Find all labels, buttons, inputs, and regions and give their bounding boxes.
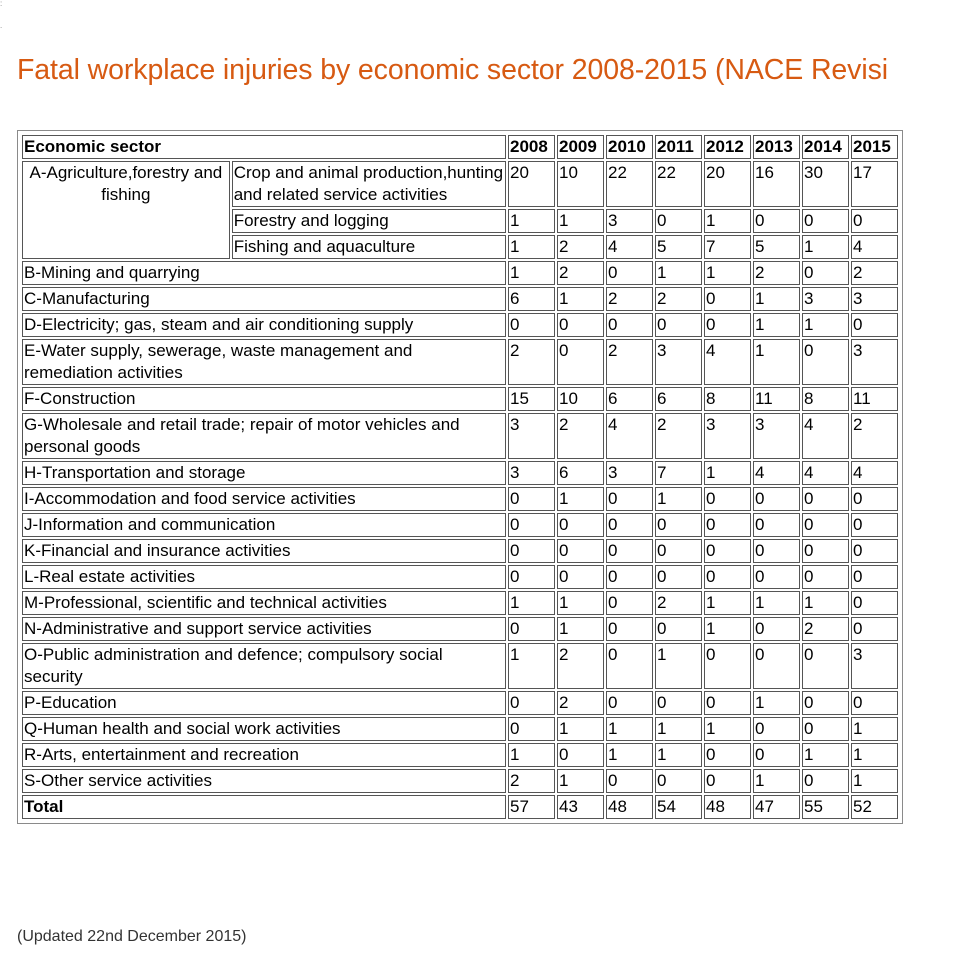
table-cell: 0 (802, 261, 849, 285)
table-cell: 15 (508, 387, 555, 411)
sector-label: N-Administrative and support service activities (22, 617, 506, 641)
table-cell: 4 (753, 461, 800, 485)
table-cell: 1 (606, 743, 653, 767)
table-cell: 0 (802, 339, 849, 385)
table-cell: 1 (704, 591, 751, 615)
table-cell: 0 (704, 643, 751, 689)
table-cell: 0 (753, 743, 800, 767)
table-cell: 2 (508, 339, 555, 385)
table-cell: 1 (753, 339, 800, 385)
table-cell: 0 (753, 209, 800, 233)
table-cell: 2 (557, 235, 604, 259)
table-cell: 0 (557, 313, 604, 337)
table-cell: 3 (802, 287, 849, 311)
table-cell: 0 (802, 769, 849, 793)
table-cell: 0 (704, 313, 751, 337)
total-cell: 48 (704, 795, 751, 819)
table-cell: 4 (851, 235, 898, 259)
table-row (22, 413, 898, 459)
table-cell: 2 (557, 261, 604, 285)
table-cell: 5 (753, 235, 800, 259)
table-cell: 1 (557, 591, 604, 615)
table-cell: 7 (704, 235, 751, 259)
table-cell: 0 (606, 261, 653, 285)
sector-label: J-Information and communication (22, 513, 506, 537)
table-cell: 1 (508, 743, 555, 767)
table-cell: 6 (655, 387, 702, 411)
table-cell: 1 (851, 769, 898, 793)
table-cell: 0 (753, 617, 800, 641)
sector-label: R-Arts, entertainment and recreation (22, 743, 506, 767)
table-cell: 6 (606, 387, 653, 411)
table-cell: 0 (753, 643, 800, 689)
table-cell: 10 (557, 387, 604, 411)
table-cell: 1 (557, 769, 604, 793)
table-cell: 0 (851, 617, 898, 641)
header-year: 2015 (851, 135, 898, 159)
table-cell: 1 (557, 617, 604, 641)
table-cell: 0 (557, 339, 604, 385)
table-row (22, 261, 898, 285)
table-cell: 1 (655, 743, 702, 767)
table-cell: 2 (508, 769, 555, 793)
sector-label: G-Wholesale and retail trade; repair of motor vehicles and personal goods (22, 413, 506, 459)
table-cell: 1 (508, 591, 555, 615)
table-cell: 20 (704, 161, 751, 207)
table-cell: 0 (557, 743, 604, 767)
table-cell: 3 (606, 461, 653, 485)
table-cell: 1 (655, 487, 702, 511)
table-cell: 0 (802, 691, 849, 715)
table-cell: 17 (851, 161, 898, 207)
table-cell: 7 (655, 461, 702, 485)
sector-label: K-Financial and insurance activities (22, 539, 506, 563)
table-cell: 0 (606, 591, 653, 615)
total-label: Total (22, 795, 506, 819)
table-cell: 3 (704, 413, 751, 459)
table-cell: 0 (606, 539, 653, 563)
table-cell: 1 (753, 691, 800, 715)
table-cell: 0 (704, 539, 751, 563)
table-cell: 1 (508, 643, 555, 689)
table-cell: 1 (753, 591, 800, 615)
table-cell: 2 (655, 413, 702, 459)
table-cell: 1 (557, 209, 604, 233)
table-cell: 3 (851, 643, 898, 689)
table-header-row (22, 135, 898, 159)
table-cell: 11 (851, 387, 898, 411)
sector-label: O-Public administration and defence; compulsory social security (22, 643, 506, 689)
table-cell: 0 (851, 565, 898, 589)
table-row (22, 717, 898, 741)
table-cell: 1 (704, 461, 751, 485)
table-cell: 30 (802, 161, 849, 207)
table-cell: 0 (704, 287, 751, 311)
total-cell: 54 (655, 795, 702, 819)
table-cell: 0 (655, 565, 702, 589)
table-cell: 0 (851, 313, 898, 337)
table-cell: 22 (606, 161, 653, 207)
table-cell: 0 (704, 743, 751, 767)
header-year: 2011 (655, 135, 702, 159)
table-row (22, 161, 898, 207)
table-cell: 1 (802, 591, 849, 615)
table-cell: 1 (557, 717, 604, 741)
table-row (22, 643, 898, 689)
sector-label: F-Construction (22, 387, 506, 411)
sector-label: I-Accommodation and food service activities (22, 487, 506, 511)
table-cell: 0 (557, 539, 604, 563)
table-cell: 3 (606, 209, 653, 233)
table-cell: 0 (851, 591, 898, 615)
table-cell: 4 (606, 413, 653, 459)
table-cell: 5 (655, 235, 702, 259)
sector-label: C-Manufacturing (22, 287, 506, 311)
header-year: 2010 (606, 135, 653, 159)
table-cell: 8 (802, 387, 849, 411)
sector-label: M-Professional, scientific and technical activities (22, 591, 506, 615)
table-cell: 0 (802, 565, 849, 589)
table-cell: 1 (704, 261, 751, 285)
table-cell: 0 (508, 565, 555, 589)
table-cell: 3 (508, 413, 555, 459)
table-cell: 0 (851, 513, 898, 537)
table-cell: 0 (802, 209, 849, 233)
table-cell: 2 (557, 413, 604, 459)
table-cell: 1 (753, 769, 800, 793)
table-cell: 2 (606, 287, 653, 311)
table-cell: 0 (704, 691, 751, 715)
table-cell: 0 (802, 539, 849, 563)
sector-label: Q-Human health and social work activities (22, 717, 506, 741)
table-cell: 4 (606, 235, 653, 259)
table-cell: 1 (704, 717, 751, 741)
table-row (22, 565, 898, 589)
injuries-table-container (17, 130, 903, 824)
table-cell: 0 (606, 565, 653, 589)
table-cell: 22 (655, 161, 702, 207)
updated-note: (Updated 22nd December 2015) (17, 928, 247, 945)
table-row (22, 387, 898, 411)
table-cell: 0 (753, 513, 800, 537)
table-cell: 1 (557, 287, 604, 311)
table-cell: 2 (557, 643, 604, 689)
table-row (22, 591, 898, 615)
table-cell: 0 (802, 643, 849, 689)
table-cell: 1 (508, 209, 555, 233)
table-cell: 2 (802, 617, 849, 641)
table-row (22, 487, 898, 511)
table-cell: 1 (851, 717, 898, 741)
table-cell: 0 (753, 539, 800, 563)
table-cell: 1 (655, 717, 702, 741)
table-cell: 0 (851, 487, 898, 511)
table-cell: 11 (753, 387, 800, 411)
table-row (22, 461, 898, 485)
table-row (22, 539, 898, 563)
table-cell: 0 (508, 691, 555, 715)
sector-label: B-Mining and quarrying (22, 261, 506, 285)
table-cell: 0 (508, 487, 555, 511)
sector-group-agriculture: A-Agriculture,forestry and fishing (22, 161, 230, 259)
table-cell: 0 (508, 513, 555, 537)
table-cell: 1 (753, 313, 800, 337)
table-cell: 0 (802, 487, 849, 511)
table-cell: 2 (655, 591, 702, 615)
table-row (22, 313, 898, 337)
table-cell: 1 (753, 287, 800, 311)
table-cell: 2 (557, 691, 604, 715)
table-cell: 20 (508, 161, 555, 207)
table-cell: 0 (508, 539, 555, 563)
table-cell: 0 (655, 617, 702, 641)
table-cell: 0 (851, 691, 898, 715)
table-cell: 4 (851, 461, 898, 485)
table-cell: 1 (508, 261, 555, 285)
table-cell: 1 (704, 617, 751, 641)
table-cell: 0 (851, 539, 898, 563)
table-cell: 8 (704, 387, 751, 411)
table-row (22, 691, 898, 715)
table-cell: 0 (606, 691, 653, 715)
table-cell: 4 (802, 461, 849, 485)
sector-label: D-Electricity; gas, steam and air conditioning supply (22, 313, 506, 337)
table-cell: 0 (606, 313, 653, 337)
sector-label: P-Education (22, 691, 506, 715)
table-row (22, 513, 898, 537)
total-row (22, 795, 898, 819)
table-cell: 1 (655, 261, 702, 285)
table-cell: 0 (557, 513, 604, 537)
table-cell: 1 (557, 487, 604, 511)
table-cell: 10 (557, 161, 604, 207)
table-cell: 0 (655, 209, 702, 233)
table-cell: 0 (606, 769, 653, 793)
page-edge-marks: : . (0, 0, 3, 30)
table-cell: 2 (851, 413, 898, 459)
table-cell: 0 (606, 487, 653, 511)
sector-label: S-Other service activities (22, 769, 506, 793)
header-year: 2013 (753, 135, 800, 159)
table-cell: 0 (753, 487, 800, 511)
table-cell: 0 (802, 717, 849, 741)
table-cell: 1 (851, 743, 898, 767)
table-cell: 0 (606, 513, 653, 537)
table-row (22, 339, 898, 385)
total-cell: 52 (851, 795, 898, 819)
table-cell: 0 (508, 617, 555, 641)
total-cell: 47 (753, 795, 800, 819)
header-year: 2008 (508, 135, 555, 159)
total-cell: 55 (802, 795, 849, 819)
table-cell: 3 (851, 287, 898, 311)
table-cell: 0 (606, 617, 653, 641)
table-row (22, 743, 898, 767)
table-cell: 6 (557, 461, 604, 485)
table-cell: 0 (655, 539, 702, 563)
table-cell: 4 (802, 413, 849, 459)
subsector-label: Forestry and logging (232, 209, 506, 233)
table-cell: 0 (508, 717, 555, 741)
table-cell: 0 (704, 487, 751, 511)
table-cell: 1 (704, 209, 751, 233)
table-cell: 2 (851, 261, 898, 285)
table-cell: 1 (655, 643, 702, 689)
total-cell: 57 (508, 795, 555, 819)
table-cell: 0 (704, 769, 751, 793)
page-title: Fatal workplace injuries by economic sector 2008-2015 (NACE Revisi (17, 54, 888, 86)
table-row (22, 769, 898, 793)
header-economic-sector: Economic sector (22, 135, 506, 159)
table-cell: 0 (753, 565, 800, 589)
table-cell: 2 (753, 261, 800, 285)
injuries-table (20, 133, 900, 821)
table-cell: 0 (704, 513, 751, 537)
table-cell: 1 (802, 235, 849, 259)
table-cell: 0 (557, 565, 604, 589)
table-cell: 0 (655, 691, 702, 715)
table-cell: 1 (606, 717, 653, 741)
table-cell: 0 (606, 643, 653, 689)
sector-label: L-Real estate activities (22, 565, 506, 589)
header-year: 2014 (802, 135, 849, 159)
table-cell: 0 (704, 565, 751, 589)
table-cell: 0 (655, 769, 702, 793)
table-cell: 3 (655, 339, 702, 385)
table-cell: 0 (802, 513, 849, 537)
table-cell: 0 (851, 209, 898, 233)
table-cell: 2 (655, 287, 702, 311)
header-year: 2012 (704, 135, 751, 159)
table-cell: 6 (508, 287, 555, 311)
total-cell: 43 (557, 795, 604, 819)
table-cell: 1 (802, 313, 849, 337)
table-cell: 16 (753, 161, 800, 207)
total-cell: 48 (606, 795, 653, 819)
table-cell: 4 (704, 339, 751, 385)
table-cell: 0 (753, 717, 800, 741)
table-cell: 0 (655, 313, 702, 337)
table-row (22, 617, 898, 641)
header-year: 2009 (557, 135, 604, 159)
sector-label: H-Transportation and storage (22, 461, 506, 485)
table-cell: 3 (851, 339, 898, 385)
table-cell: 0 (508, 313, 555, 337)
table-cell: 1 (508, 235, 555, 259)
subsector-label: Fishing and aquaculture (232, 235, 506, 259)
table-cell: 3 (508, 461, 555, 485)
table-cell: 3 (753, 413, 800, 459)
table-cell: 0 (655, 513, 702, 537)
table-row (22, 287, 898, 311)
sector-label: E-Water supply, sewerage, waste management and remediation activities (22, 339, 506, 385)
subsector-label: Crop and animal production,hunting and related service activities (232, 161, 506, 207)
table-cell: 2 (606, 339, 653, 385)
table-cell: 1 (802, 743, 849, 767)
